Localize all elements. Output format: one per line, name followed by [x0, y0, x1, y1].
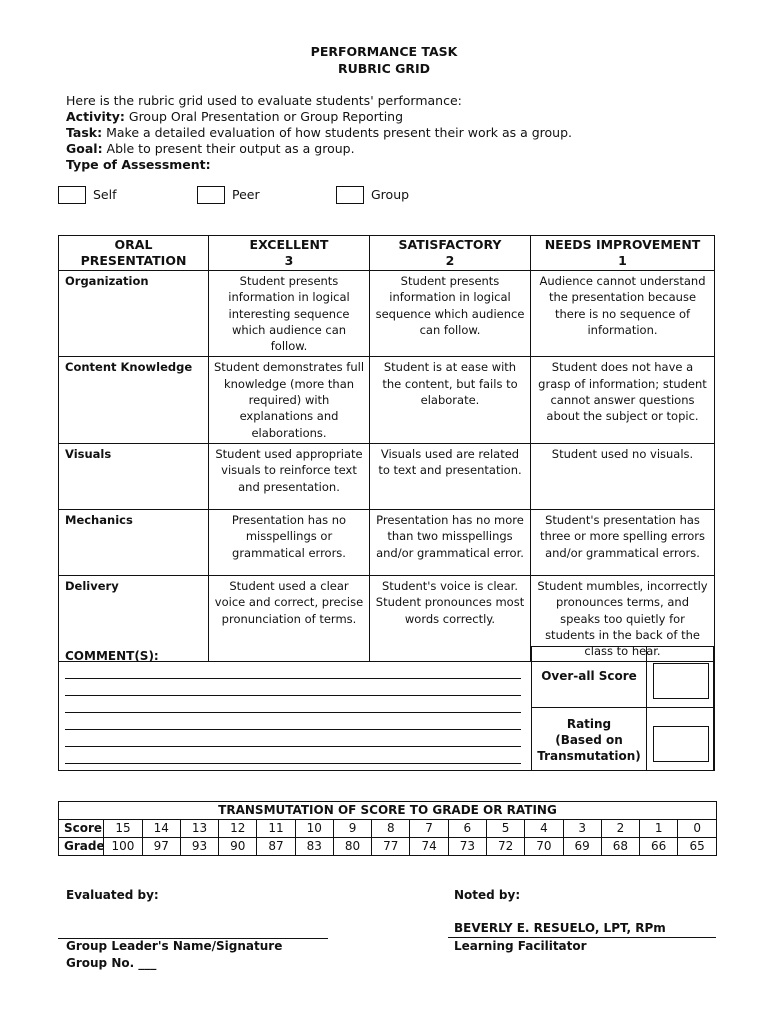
group-label: Group — [371, 187, 410, 202]
task-label: Task: — [66, 125, 103, 140]
header-title: NEEDS IMPROVEMENT — [544, 237, 701, 252]
needs-improvement-cell: Student's presentation has three or more spelling errors and/or grammatical errors. — [531, 509, 715, 575]
satisfactory-cell: Visuals used are related to text and presentation. — [370, 443, 531, 509]
grade-cell: 93 — [180, 838, 218, 856]
score-cell: 10 — [295, 820, 333, 838]
criterion-cell: Mechanics — [59, 509, 209, 575]
score-label: Score — [59, 820, 104, 838]
page-subtitle: RUBRIC GRID — [337, 61, 431, 76]
header-oral-presentation — [59, 236, 209, 271]
rating-cell — [646, 707, 715, 771]
goal-line — [66, 141, 355, 156]
rating-label-line: (Based on — [555, 733, 623, 747]
peer-label: Peer — [232, 187, 260, 202]
score-cell: 13 — [180, 820, 218, 838]
grade-row — [59, 838, 717, 856]
header-sub: PRESENTATION — [80, 253, 187, 268]
goal-label: Goal: — [66, 141, 103, 156]
score-cell: 2 — [601, 820, 639, 838]
needs-improvement-cell: Student mumbles, incorrectly pronounces terms, and speaks too quietly for students in the back of the class to hear. — [531, 575, 715, 661]
excellent-cell: Student demonstrates full knowledge (more than required) with explanations and elaborations. — [209, 357, 370, 443]
score-cell: 1 — [640, 820, 678, 838]
goal-value: Able to present their output as a group. — [102, 141, 355, 156]
activity-value: Group Oral Presentation or Group Reporting — [124, 109, 404, 124]
score-row — [59, 820, 717, 838]
excellent-cell: Presentation has no misspellings or grammatical errors. — [209, 509, 370, 575]
rubric-row — [59, 271, 715, 357]
transmutation-title: TRANSMUTATION OF SCORE TO GRADE OR RATING — [59, 802, 717, 820]
score-cell: 5 — [486, 820, 524, 838]
criterion-cell: Visuals — [59, 443, 209, 509]
grade-cell: 70 — [525, 838, 563, 856]
criterion-cell: Organization — [59, 271, 209, 357]
grade-cell: 68 — [601, 838, 639, 856]
comment-line[interactable] — [65, 695, 521, 696]
header-needs-improvement — [531, 236, 715, 271]
comment-line[interactable] — [65, 729, 521, 730]
grade-cell: 87 — [257, 838, 295, 856]
header-title: SATISFACTORY — [398, 237, 502, 252]
grade-cell: 74 — [410, 838, 448, 856]
grade-cell: 83 — [295, 838, 333, 856]
score-cell: 7 — [410, 820, 448, 838]
score-cell: 6 — [448, 820, 486, 838]
page-title: PERFORMANCE TASK — [310, 44, 458, 59]
excellent-cell: Student used a clear voice and correct, precise pronunciation of terms. — [209, 575, 370, 661]
noted-by-label: Noted by: — [454, 888, 521, 902]
score-cell: 15 — [104, 820, 142, 838]
rubric-row — [59, 443, 715, 509]
rubric-header-row — [59, 236, 715, 271]
group-checkbox[interactable] — [336, 186, 364, 204]
transmutation-table — [58, 801, 717, 856]
comment-label: COMMENT(S): — [65, 649, 159, 663]
grade-cell: 66 — [640, 838, 678, 856]
criterion-cell: Content Knowledge — [59, 357, 209, 443]
header-title: ORAL — [114, 237, 153, 252]
transmutation-title-row — [59, 802, 717, 820]
intro-line: Here is the rubric grid used to evaluate students' performance: — [66, 93, 462, 108]
satisfactory-cell: Student is at ease with the content, but fails to elaborate. — [370, 357, 531, 443]
comment-section — [58, 646, 714, 771]
score-cell: 12 — [219, 820, 257, 838]
overall-score-label: Over-all Score — [541, 669, 637, 683]
overall-score-label-cell — [531, 646, 647, 708]
facilitator-title: Learning Facilitator — [454, 939, 587, 953]
header-sub: 1 — [618, 253, 627, 268]
rubric-row — [59, 357, 715, 443]
comment-line[interactable] — [65, 678, 521, 679]
rating-box[interactable] — [653, 726, 709, 762]
grade-cell: 77 — [372, 838, 410, 856]
grade-cell: 80 — [333, 838, 371, 856]
grade-cell: 97 — [142, 838, 180, 856]
excellent-cell: Student presents information in logical interesting sequence which audience can follow. — [209, 271, 370, 357]
activity-label: Activity: — [66, 109, 125, 124]
header-sub: 3 — [284, 253, 294, 268]
score-cell: 14 — [142, 820, 180, 838]
rubric-table — [58, 235, 715, 662]
needs-improvement-cell: Audience cannot understand the presentation because there is no sequence of information. — [531, 271, 715, 357]
grade-cell: 65 — [678, 838, 717, 856]
assessment-label: Type of Assessment: — [66, 157, 211, 172]
facilitator-name: BEVERLY E. RESUELO, LPT, RPm — [454, 921, 666, 935]
score-cell: 0 — [678, 820, 717, 838]
overall-score-cell — [646, 646, 715, 708]
grade-cell: 100 — [104, 838, 142, 856]
score-cell: 4 — [525, 820, 563, 838]
needs-improvement-cell: Student does not have a grasp of information; student cannot answer questions about the subject or topic. — [531, 357, 715, 443]
header-title: EXCELLENT — [249, 237, 329, 252]
score-cell: 3 — [563, 820, 601, 838]
score-cell: 9 — [333, 820, 371, 838]
needs-improvement-cell: Student used no visuals. — [531, 443, 715, 509]
satisfactory-cell: Presentation has no more than two misspellings and/or grammatical error. — [370, 509, 531, 575]
rating-label-cell — [531, 707, 647, 771]
facilitator-signature-line — [448, 937, 716, 938]
score-cell: 11 — [257, 820, 295, 838]
comment-line[interactable] — [65, 712, 521, 713]
self-checkbox[interactable] — [58, 186, 86, 204]
self-label: Self — [93, 187, 117, 202]
task-line — [66, 125, 572, 140]
overall-score-box[interactable] — [653, 663, 709, 699]
rubric-row — [59, 509, 715, 575]
rating-label-line: Rating — [566, 717, 612, 731]
peer-checkbox[interactable] — [197, 186, 225, 204]
rating-label-line: Transmutation) — [537, 749, 641, 763]
score-cell: 8 — [372, 820, 410, 838]
excellent-cell: Student used appropriate visuals to reinforce text and presentation. — [209, 443, 370, 509]
comment-line[interactable] — [65, 763, 521, 764]
header-sub: 2 — [445, 253, 455, 268]
group-no-label: Group No. ___ — [66, 956, 157, 970]
rating-label — [532, 716, 646, 764]
evaluated-by-label: Evaluated by: — [66, 888, 159, 902]
satisfactory-cell: Student presents information in logical sequence which audience can follow. — [370, 271, 531, 357]
activity-line — [66, 109, 403, 124]
grade-label: Grade — [59, 838, 104, 856]
leader-name-label: Group Leader's Name/Signature — [66, 939, 283, 953]
task-value: Make a detailed evaluation of how students present their work as a group. — [102, 125, 572, 140]
header-excellent — [209, 236, 370, 271]
grade-cell: 73 — [448, 838, 486, 856]
comment-line[interactable] — [65, 746, 521, 747]
grade-cell: 69 — [563, 838, 601, 856]
satisfactory-cell: Student's voice is clear. Student pronounces most words correctly. — [370, 575, 531, 661]
criterion-cell: Delivery — [59, 575, 209, 661]
grade-cell: 72 — [486, 838, 524, 856]
header-satisfactory — [370, 236, 531, 271]
grade-cell: 90 — [219, 838, 257, 856]
